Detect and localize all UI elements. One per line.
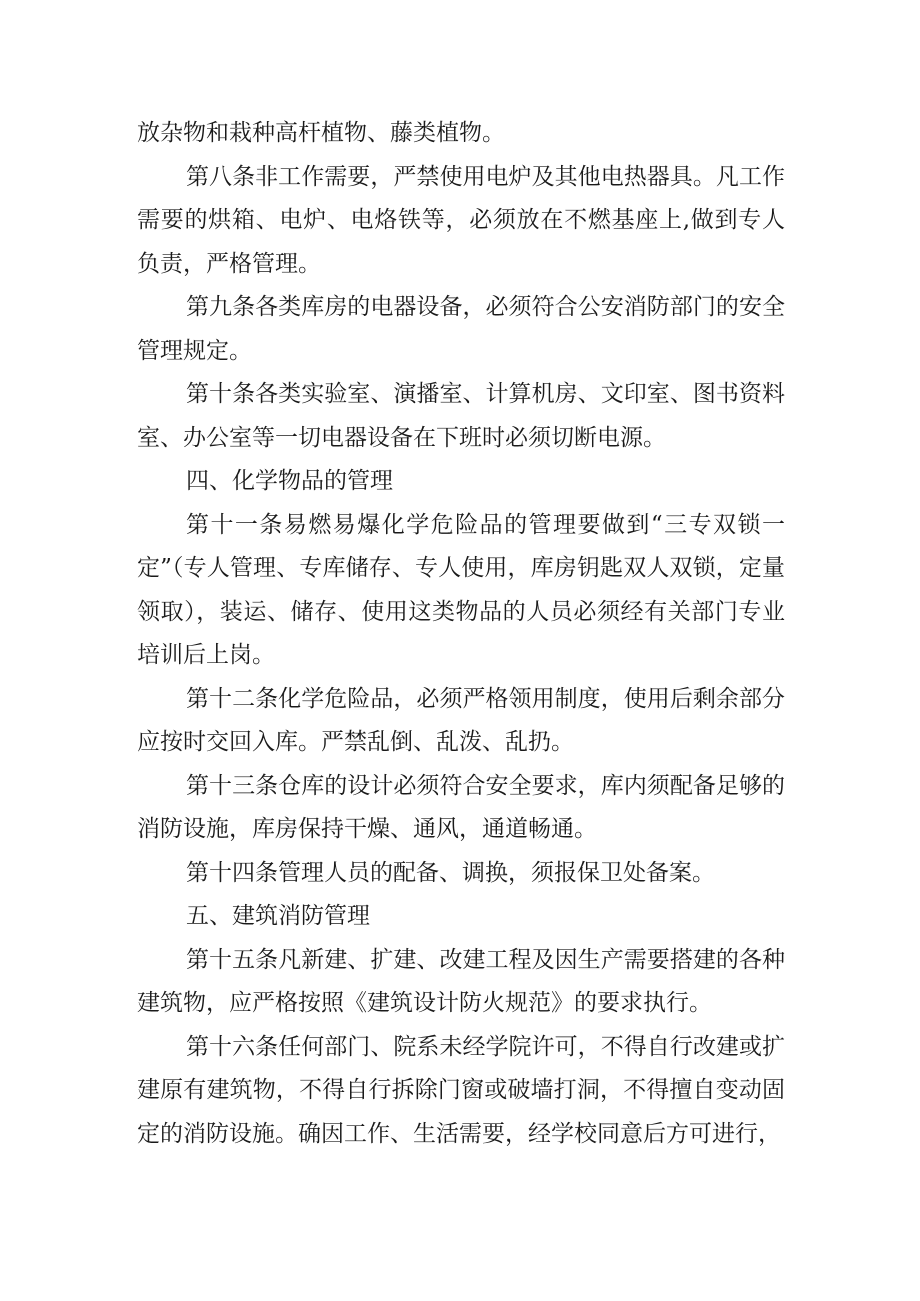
article-16: 第十六条任何部门、院系未经学院许可，不得自行改建或扩建原有建筑物，不得自行拆除门窗或破墙打洞，不得擅自变动固定的消防设施。确因工作、生活需要，经学校同意后方可进行，: [137, 1033, 785, 1147]
section-heading-5: 五、建筑消防管理: [186, 903, 370, 929]
section-heading-4: 四、化学物品的管理: [186, 468, 393, 494]
article-9: 第九条各类库房的电器设备，必须符合公安消防部门的安全管理规定。: [137, 294, 785, 364]
article-15: 第十五条凡新建、扩建、改建工程及因生产需要搭建的各种建筑物，应严格按照《建筑设计防火规范》的要求执行。: [137, 946, 785, 1016]
paragraph-continuation: 放杂物和栽种高杆植物、藤类植物。: [137, 120, 505, 146]
article-11: 第十一条易燃易爆化学危险品的管理要做到“三专双锁一定”（专人管理、专库储存、专人使用，库房钥匙双人双锁，定量领取），装运、储存、使用这类物品的人员必须经有关部门专业培训后上岗。: [137, 511, 785, 668]
article-12: 第十二条化学危险品，必须严格领用制度，使用后剩余部分应按时交回入库。严禁乱倒、乱泼、乱扔。: [137, 685, 785, 755]
article-8: 第八条非工作需要，严禁使用电炉及其他电热器具。凡工作需要的烘箱、电炉、电烙铁等，必须放在不燃基座上,做到专人负责，严格管理。: [137, 163, 785, 277]
article-14: 第十四条管理人员的配备、调换，须报保卫处备案。: [186, 859, 715, 886]
article-10: 第十条各类实验室、演播室、计算机房、文印室、图书资料室、办公室等一切电器设备在下班时必须切断电源。: [137, 381, 785, 451]
article-13: 第十三条仓库的设计必须符合安全要求，库内须配备足够的消防设施，库房保持干燥、通风，通道畅通。: [137, 772, 785, 842]
document-page: [137, 112, 785, 1156]
